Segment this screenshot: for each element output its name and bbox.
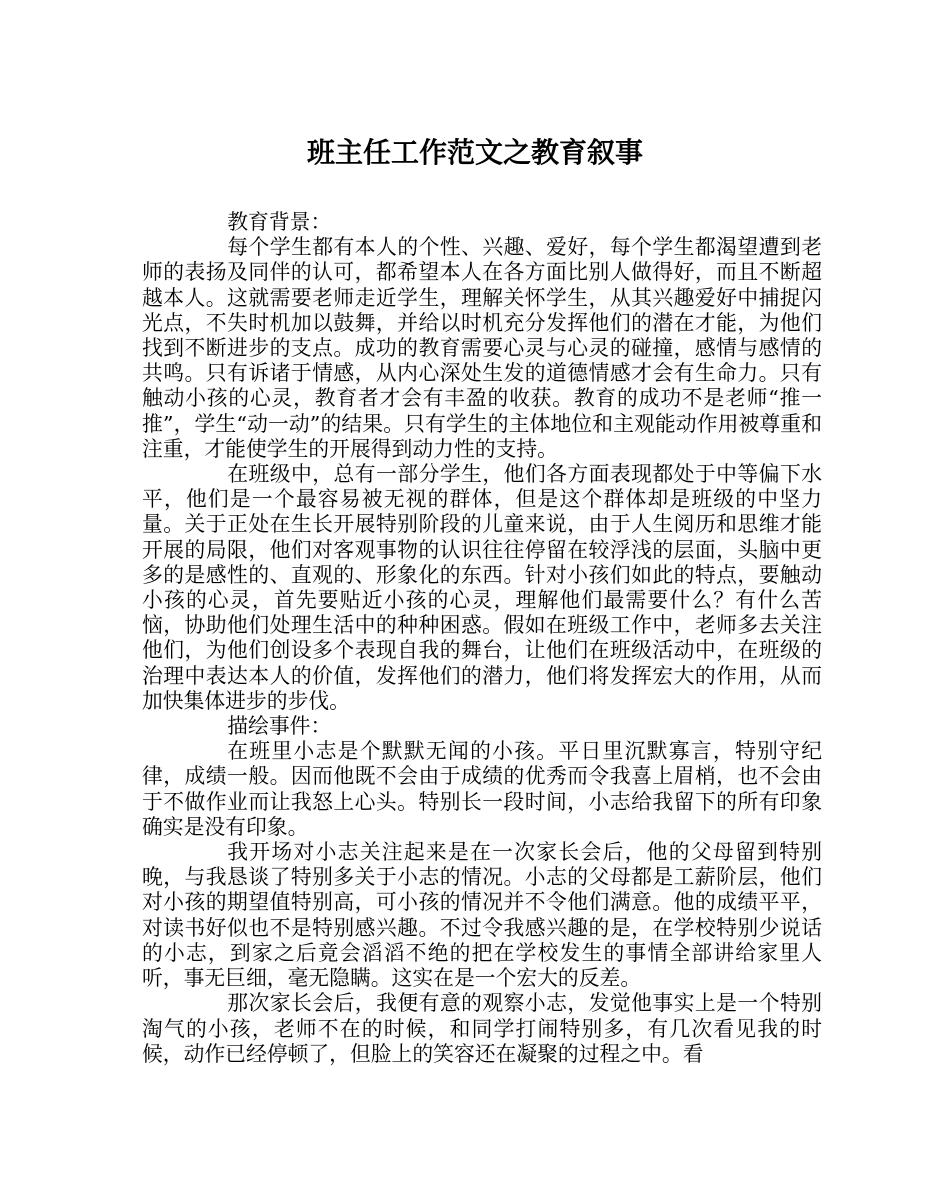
section-heading-event: 描绘事件： bbox=[227, 714, 332, 739]
paragraph: 在班里小志是个默默无闻的小孩。平日里沉默寡言，特别守纪律，成绩一般。因而他既不会由于成绩的优秀而令我喜上眉梢，也不会由于不做作业而让我怒上心头。特别长一段时间，小志给我留下的所有印象确实是没有印象。 bbox=[142, 739, 822, 839]
paragraph: 那次家长会后，我便有意的观察小志，发觉他事实上是一个特别淘气的小孩，老师不在的时候，和同学打闹特别多，有几次看见我的时候，动作已经停顿了，但脸上的笑容还在凝聚的过程之中。看 bbox=[142, 991, 822, 1066]
document-title: 班主任工作范文之教育叙事 bbox=[306, 136, 643, 169]
paragraph: 在班级中，总有一部分学生，他们各方面表现都处于中等偏下水平，他们是一个最容易被无视的群体，但是这个群体却是班级的中坚力量。关于正处在生长开展特别阶段的儿童来说，由于人生阅历和思维才能开展的局限，他们对客观事物的认识往往停留在较浮浅的层面，头脑中更多的是感性的、直观的、形象化的东西。针对小孩们如此的特点，要触动小孩的心灵，首先要贴近小孩的心灵，理解他们最需要什么？有什么苦恼，协助他们处理生活中的种种困惑。假如在班级工作中，老师多去关注他们，为他们创设多个表现自我的舞台，让他们在班级活动中，在班级的治理中表达本人的价值，发挥他们的潜力，他们将发挥宏大的作用，从而加快集体进步的步伐。 bbox=[142, 462, 822, 713]
paragraph: 每个学生都有本人的个性、兴趣、爱好，每个学生都渴望遭到老师的表扬及同伴的认可，都希望本人在各方面比别人做得好，而且不断超越本人。这就需要老师走近学生，理解关怀学生，从其兴趣爱好中捕捉闪光点，不失时机加以鼓舞，并给以时机充分发挥他们的潜在才能，为他们找到不断进步的支点。成功的教育需要心灵与心灵的碰撞，感情与感情的共鸣。只有诉诸于情感，从内心深处生发的道德情感才会有生命力。只有触动小孩的心灵，教育者才会有丰盈的收获。教育的成功不是老师“推一推”，学生“动一动”的结果。只有学生的主体地位和主观能动作用被尊重和注重，才能使学生的开展得到动力性的支持。 bbox=[142, 235, 822, 461]
section-heading-background: 教育背景： bbox=[227, 210, 332, 234]
paragraph: 我开场对小志关注起来是在一次家长会后，他的父母留到特别晚，与我恳谈了特别多关于小志的情况。小志的父母都是工薪阶层，他们对小孩的期望值特别高，可小孩的情况并不令他们满意。他的成绩平平，对读书好似也不是特别感兴趣。不过令我感兴趣的是，在学校特别少说话的小志，到家之后竟会滔滔不绝的把在学校发生的事情全部讲给家里人听，事无巨细，毫无隐瞒。这实在是一个宏大的反差。 bbox=[142, 840, 822, 991]
document-body bbox=[142, 210, 822, 1067]
